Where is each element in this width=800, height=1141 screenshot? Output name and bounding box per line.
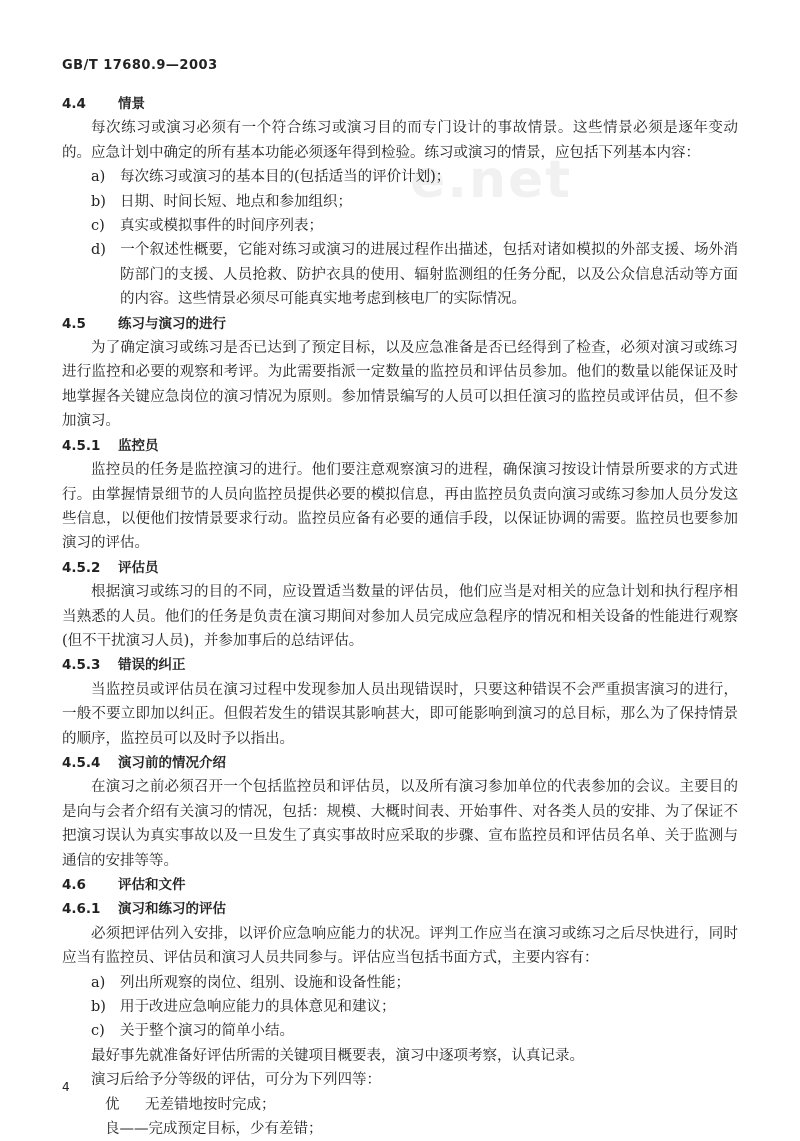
section-heading-4-5 [62,312,738,336]
list-text: 一个叙述性概要，它能对练习或演习的进展过程作出描述，包括对诸如模拟的外部支援、场外消防部门的支援、人员抢救、防护衣具的使用、辐射监测组的任务分配，以及公众信息活动等方面的内容。这些情景必须尽可能真实地考虑到核电厂的实际情况。 [120,242,738,308]
list-text: 列出所观察的岗位、组别、设施和设备性能； [120,974,410,991]
list-item [62,165,738,189]
section-number: 4.5.3 [62,657,101,674]
grade-item [62,1093,738,1117]
grade-label: 良 [105,1121,120,1138]
list-item [62,214,738,238]
paragraph: 当监控员或评估员在演习过程中发现参加人员出现错误时，只要这种错误不会严重损害演习的进行，一般不要立即加以纠正。但假若发生的错误其影响甚大，即可能影响到演习的总目标，那么为了保持情景的顺序，监控员可以及时予以指出。 [62,681,738,747]
list-text: 真实或模拟事件的时间序列表； [120,218,323,235]
section-heading-4-5-1 [62,434,738,458]
section-number: 4.6.1 [62,901,101,918]
paragraph-line: 演习后给予分等级的评估，可分为下列四等： [91,1072,381,1089]
list-text: 用于改进应急响应能力的具体意见和建议； [120,999,396,1016]
list-item [62,1019,738,1043]
list-item [62,190,738,214]
paragraph: 在演习之前必须召开一个包括监控员和评估员，以及所有演习参加单位的代表参加的会议。主要目的是向与会者介绍有关演习的情况，包括：规模、大概时间表、开始事件、对各类人员的安排、为了保证不把演习误认为真实事故以及一旦发生了真实事故时应采取的步骤、宣布监控员和评估员名单、关于监测与通信的安排等等。 [62,779,738,869]
section-title: 评估和文件 [118,877,186,893]
section-title: 练习与演习的进行 [118,315,226,332]
paragraph: 监控员的任务是监控演习的进行。他们要注意观察演习的进程，确保演习按设计情景所要求的方式进行。由掌握情景细节的人员向监控员提供必要的模拟信息，再由监控员负责向演习或练习参加人员分发这些信息，以便他们按情景要求行动。监控员应备有必要的通信手段，以保证协调的需要。监控员也要参加演习的评估。 [62,462,738,552]
section-heading-4-5-2 [62,556,738,580]
list-text: 关于整个演习的简单小结。 [120,1023,294,1040]
paragraph: 必须把评估列入安排，以评价应急响应能力的状况。评判工作应当在演习或练习之后尽快进行，同时应当有监控员、评估员和演习人员共同参与。评估应当包括书面方式，主要内容有： [62,925,738,967]
list-item [62,995,738,1019]
grade-desc: 无差错地按时完成； [145,1096,276,1113]
list-item [62,971,738,995]
paragraph: 根据演习或练习的目的不同，应设置适当数量的评估员，他们应当是对相关的应急计划和执行程序相当熟悉的人员。他们的任务是负责在演习期间对参加人员完成应急程序的情况和相关设备的性能进行观察(但不干扰演习人员)，并参加事后的总结评估。 [62,584,738,649]
section-heading-4-6-1 [62,897,738,921]
section-heading-4-5-4 [62,751,738,775]
list-marker: a) [91,974,106,991]
section-heading-4-4 [62,92,738,116]
section-title: 评估员 [118,559,159,576]
list-marker: d) [91,242,106,259]
list-marker: c) [91,218,105,235]
section-title: 演习前的情况介绍 [118,754,226,771]
list-marker: b) [91,193,106,210]
section-title: 错误的纠正 [118,657,186,674]
section-heading-4-6 [62,873,738,897]
list-text: 每次练习或演习的基本目的(包括适当的评价计划)； [120,169,451,186]
page-number: 4 [62,1080,70,1094]
standard-code: GB/T 17680.9—2003 [62,58,218,73]
list-item [62,238,738,311]
section-number: 4.5 [62,315,86,332]
list-marker: c) [91,1023,105,1040]
paragraph: 为了确定演习或练习是否已达到了预定目标，以及应急准备是否已经得到了检查，必须对演习或练习进行监控和必要的观察和考评。为此需要指派一定数量的监控员和评估员参加。他们的数量以能保证及时地掌握各关键应急岗位的演习情况为原则。参加情景编写的人员可以担任演习的监控员或评估员，但不参加演习。 [62,340,738,430]
watermark: e.net [410,150,573,210]
section-number: 4.5.1 [62,437,101,454]
list-text: 日期、时间长短、地点和参加组织； [120,193,352,210]
list-marker: b) [91,999,106,1016]
grade-label: 优 [105,1096,120,1113]
section-title: 演习和练习的评估 [118,901,226,918]
paragraph: 每次练习或演习必须有一个符合练习或演习目的而专门设计的事故情景。这些情景必须是逐年变动的。应急计划中确定的所有基本功能必须逐年得到检验。练习或演习的情景，应包括下列基本内容： [62,120,738,161]
grade-desc: ——完成预定目标，少有差错； [119,1121,323,1138]
section-number: 4.4 [62,96,86,112]
section-heading-4-5-3 [62,653,738,677]
paragraph-line: 最好事先就准备好评估所需的关键项目概要表，演习中逐项考察，认真记录。 [91,1047,584,1064]
section-title: 监控员 [118,437,159,454]
grade-item [62,1117,738,1141]
section-number: 4.5.4 [62,754,101,771]
document-body [62,92,738,1141]
section-number: 4.6 [62,877,86,893]
section-title: 情景 [118,96,145,112]
section-number: 4.5.2 [62,559,101,576]
list-marker: a) [91,169,106,186]
